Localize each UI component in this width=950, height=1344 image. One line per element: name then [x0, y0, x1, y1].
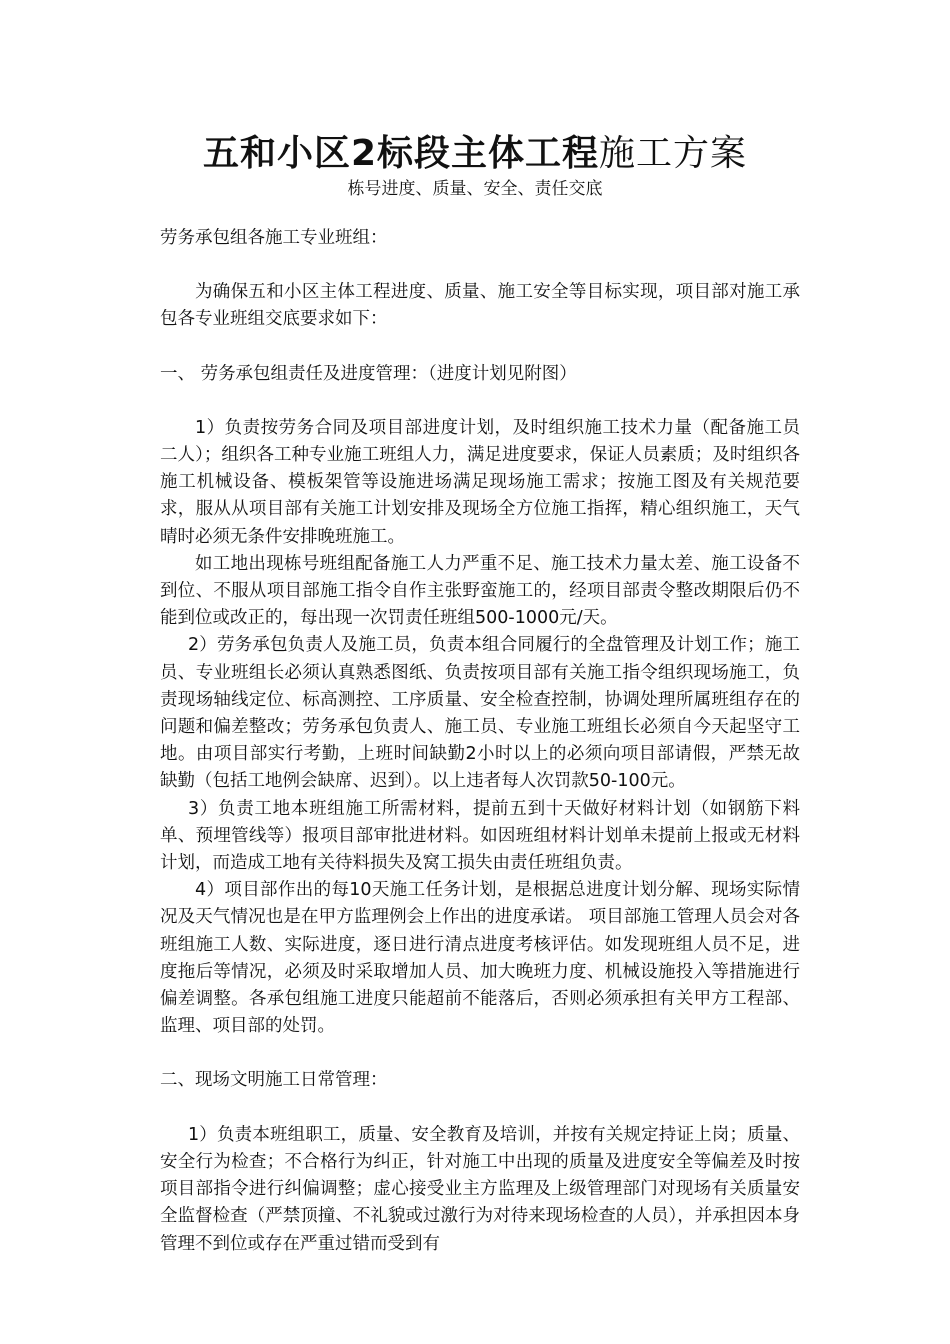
spacer — [160, 252, 800, 279]
spacer — [160, 388, 800, 415]
document-body — [160, 225, 800, 1258]
section-1-paragraph: 1）负责按劳务合同及项目部进度计划，及时组织施工技术力量（配备施工员二人）；组织各工种专业施工班组人力，满足进度要求，保证人员素质；及时组织各施工机械设备、模板架管等设施进场满足现场施工需求；按施工图及有关规范要求，服从从项目部有关施工计划安排及现场全方位施工指挥，精心组织施工，天气晴时必须无条件安排晚班施工。 — [160, 417, 800, 547]
section-1-paragraph: 4）项目部作出的每10天施工任务计划，是根据总进度计划分解、现场实际情况及天气情况也是在甲方监理例会上作出的进度承诺。 项目部施工管理人员会对各班组施工人数、实际进度，逐日进行清点进度考核评估。如发现班组人员不足，进度拖后等情况，必须及时采取增加人员、加大晚班力度、机械设施投入等措施进行偏差调整。各承包组施工进度只能超前不能落后，否则必须承担有关甲方工程部、监理、项目部的处罚。 — [160, 880, 800, 1037]
salutation: 劳务承包组各施工专业班组： — [160, 228, 388, 248]
document-subtitle: 栋号进度、质量、安全、责任交底 — [347, 179, 603, 199]
section-1-paragraph: 3）负责工地本班组施工所需材料，提前五到十天做好材料计划（如钢筋下料单、预埋管线等）报项目部审批进材料。如因班组材料计划单未提前上报或无材料计划，而造成工地有关待料损失及窝工损失由责任班组负责。 — [160, 798, 800, 874]
section-2-paragraph: 1）负责本班组职工，质量、安全教育及培训，并按有关规定持证上岗；质量、安全行为检查；不合格行为纠正，针对施工中出现的质量及进度安全等偏差及时按项目部指令进行纠偏调整；虚心接受业主方监理及上级管理部门对现场有关质量安全监督检查（严禁顶撞、不礼貌或过激行为对待来现场检查的人员），并承担因本身管理不到位或存在严重过错而受到有 — [160, 1124, 800, 1254]
document-title-normal: 施工方案 — [599, 133, 748, 174]
spacer — [160, 334, 800, 361]
section-1-paragraph: 如工地出现栋号班组配备施工人力严重不足、施工技术力量太差、施工设备不到位、不服从项目部施工指令自作主张野蛮施工的，经项目部责令整改期限后仍不能到位或改正的，每出现一次罚责任班组500-1000元/天。 — [160, 553, 800, 629]
section-1-paragraph: 2）劳务承包负责人及施工员，负责本组合同履行的全盘管理及计划工作；施工员、专业班组长必须认真熟悉图纸、负责按项目部有关施工指令组织现场施工，负责现场轴线定位、标高测控、工序质量、安全检查控制，协调处理所属班组存在的问题和偏差整改；劳务承包负责人、施工员、专业施工班组长必须自今天起坚守工地。由项目部实行考勤，上班时间缺勤2小时以上的必须向项目部请假，严禁无故缺勤（包括工地例会缺席、迟到）。以上违者每人次罚款50-100元。 — [160, 635, 800, 792]
spacer — [160, 1040, 800, 1067]
document-title — [0, 128, 950, 180]
intro-paragraph: 为确保五和小区主体工程进度、质量、施工安全等目标实现，项目部对施工承包各专业班组交底要求如下： — [160, 282, 800, 330]
spacer — [160, 1095, 800, 1122]
section-2-heading: 二、现场文明施工日常管理： — [160, 1070, 388, 1091]
document-title-bold: 五和小区2标段主体工程 — [202, 133, 600, 174]
section-1-heading: 一、 劳务承包组责任及进度管理：（进度计划见附图） — [160, 363, 577, 384]
